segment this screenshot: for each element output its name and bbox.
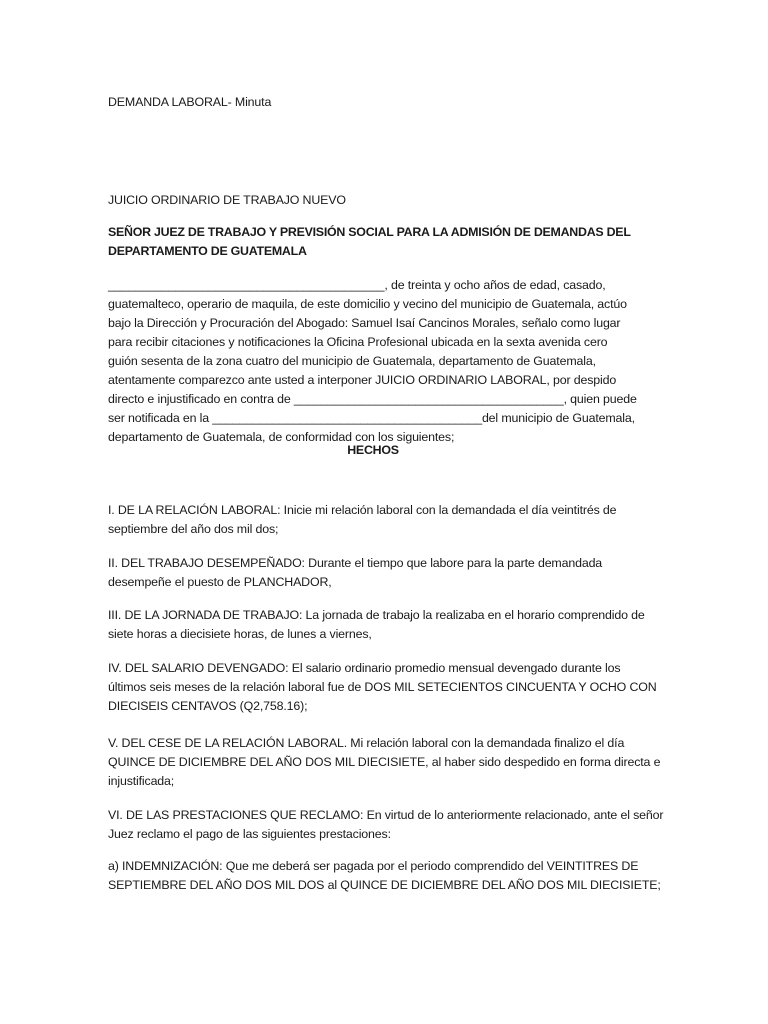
fact-line: DIECISEIS CENTAVOS (Q2,758.16); [108, 699, 308, 713]
fact-line: últimos seis meses de la relación laboral fue de DOS MIL SETECIENTOS CINCUENTA Y OCHO CON [108, 680, 657, 694]
fact-line: IV. DEL SALARIO DEVENGADO: El salario ordinario promedio mensual devengado durante los [108, 661, 621, 675]
fact-line: siete horas a diecisiete horas, de lunes a viernes, [108, 627, 372, 641]
intro-line: guatemalteco, operario de maquila, de este domicilio y vecino del municipio de Guatemala, actúo [108, 297, 627, 311]
fact-line: desempeñe el puesto de PLANCHADOR, [108, 575, 332, 589]
fact-paragraph [108, 659, 657, 716]
document-subtitle [108, 191, 638, 210]
fact-line: III. DE LA JORNADA DE TRABAJO: La jornada de trabajo la realizaba en el horario comprendido de [108, 608, 645, 622]
section-heading [108, 441, 638, 460]
intro-line: directo e injustificado en contra de ________________________________________, quien puede [108, 392, 637, 406]
fact-line: septiembre del año dos mil dos; [108, 522, 279, 536]
fact-paragraph [108, 857, 661, 895]
fact-line: V. DEL CESE DE LA RELACIÓN LABORAL. Mi relación laboral con la demandada finalizo el día [108, 736, 625, 750]
fact-line: VI. DE LAS PRESTACIONES QUE RECLAMO: En virtud de lo anteriormente relacionado, ante el señor [108, 808, 664, 822]
intro-line: departamento de Guatemala, de conformidad con los siguientes; [108, 430, 455, 444]
fact-paragraph [108, 806, 664, 844]
intro-line: para recibir citaciones y notificaciones la Oficina Profesional ubicada en la sexta avenida cero [108, 335, 608, 349]
document-title [108, 93, 638, 112]
fact-paragraph [108, 606, 645, 644]
fact-line: SEPTIEMBRE DEL AÑO DOS MIL DOS al QUINCE DE DICIEMBRE DEL AÑO DOS MIL DIECISIETE; [108, 878, 661, 892]
document-title-text: DEMANDA LABORAL- Minuta [108, 95, 272, 109]
intro-line: guión sesenta de la zona cuatro del municipio de Guatemala, departamento de Guatemala, [108, 354, 596, 368]
fact-paragraph [108, 501, 638, 539]
intro-paragraph [108, 276, 638, 447]
fact-line: injustificada; [108, 774, 175, 788]
fact-line: a) INDEMNIZACIÓN: Que me deberá ser pagada por el periodo comprendido del VEINTITRES DE [108, 859, 639, 873]
fact-line: II. DEL TRABAJO DESEMPEÑADO: Durante el tiempo que labore para la parte demandada [108, 556, 603, 570]
addressee-line: DEPARTAMENTO DE GUATEMALA [108, 244, 307, 258]
fact-line: Juez reclamo el pago de las siguientes prestaciones: [108, 827, 391, 841]
fact-paragraph [108, 554, 638, 592]
intro-line: _________________________________________, de treinta y ocho años de edad, casado, [108, 278, 606, 292]
document-subtitle-text: JUICIO ORDINARIO DE TRABAJO NUEVO [108, 193, 346, 207]
addressee-block [108, 223, 638, 261]
intro-line: atentamente comparezco ante usted a interponer JUICIO ORDINARIO LABORAL, por despido [108, 373, 617, 387]
fact-paragraph [108, 734, 661, 791]
fact-line: I. DE LA RELACIÓN LABORAL: Inicie mi relación laboral con la demandada el día veintitrés de [108, 503, 617, 517]
intro-line: bajo la Dirección y Procuración del Abogado: Samuel Isaí Cancinos Morales, señalo como lugar [108, 316, 621, 330]
intro-line: ser notificada en la ________________________________________del municipio de Guatemala, [108, 411, 635, 425]
addressee-line: SEÑOR JUEZ DE TRABAJO Y PREVISIÓN SOCIAL PARA LA ADMISIÓN DE DEMANDAS DEL [108, 225, 631, 239]
section-heading-text: HECHOS [347, 443, 399, 457]
fact-line: QUINCE DE DICIEMBRE DEL AÑO DOS MIL DIECISIETE, al haber sido despedido en forma directa e [108, 755, 661, 769]
